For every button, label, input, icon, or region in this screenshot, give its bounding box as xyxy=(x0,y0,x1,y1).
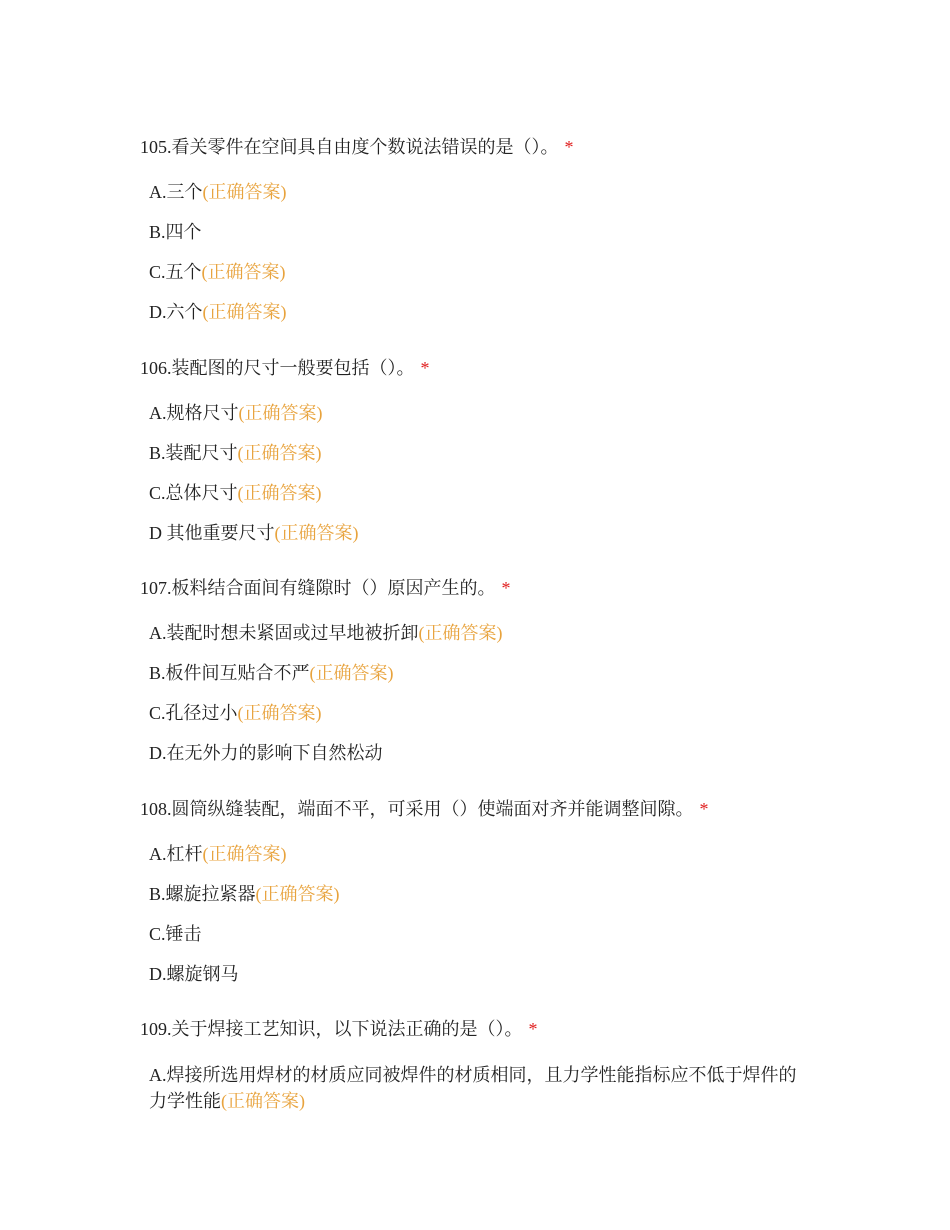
option-list xyxy=(140,621,820,765)
correct-answer-tag: (正确答案) xyxy=(201,262,286,282)
required-mark: * xyxy=(501,578,511,598)
option-item[interactable] xyxy=(149,661,809,685)
question-title xyxy=(140,1017,820,1041)
option-item[interactable] xyxy=(149,180,809,204)
option-text: B.装配尺寸 xyxy=(149,443,238,463)
correct-answer-tag: (正确答案) xyxy=(202,844,287,864)
option-item[interactable] xyxy=(149,481,809,505)
required-mark: * xyxy=(699,799,709,819)
option-text: D.螺旋钢马 xyxy=(149,964,239,984)
option-item[interactable] xyxy=(149,260,809,284)
correct-answer-tag: (正确答案) xyxy=(274,523,359,543)
option-text: D.六个 xyxy=(149,302,203,322)
option-item[interactable] xyxy=(149,401,809,425)
option-text: B.板件间互贴合不严 xyxy=(149,663,310,683)
option-item[interactable] xyxy=(149,1062,809,1114)
option-text: D 其他重要尺寸 xyxy=(149,523,275,543)
option-item[interactable] xyxy=(149,842,809,866)
correct-answer-tag: (正确答案) xyxy=(202,182,287,202)
question-109 xyxy=(140,1017,820,1114)
option-text: D.在无外力的影响下自然松动 xyxy=(149,743,383,763)
question-105 xyxy=(140,135,820,324)
question-text: 108.圆筒纵缝装配，端面不平，可采用（）使端面对齐并能调整间隙。 xyxy=(140,799,694,819)
correct-answer-tag: (正确答案) xyxy=(202,302,287,322)
option-text: A.规格尺寸 xyxy=(149,403,239,423)
option-text: C.总体尺寸 xyxy=(149,483,238,503)
required-mark: * xyxy=(420,358,430,378)
question-title xyxy=(140,135,820,159)
option-text: A.焊接所选用焊材的材质应同被焊件的材质相同，且力学性能指标应不低于焊件的力学性能 xyxy=(149,1065,797,1111)
question-title xyxy=(140,797,820,821)
correct-answer-tag: (正确答案) xyxy=(309,663,394,683)
option-item[interactable] xyxy=(149,882,809,906)
question-108 xyxy=(140,797,820,986)
question-text: 105.看关零件在空间具自由度个数说法错误的是（）。 xyxy=(140,137,559,157)
option-text: A.三个 xyxy=(149,182,203,202)
option-item[interactable] xyxy=(149,220,809,244)
option-text: A.杠杆 xyxy=(149,844,203,864)
option-text: C.锤击 xyxy=(149,924,202,944)
option-text: A.装配时想未紧固或过早地被折卸 xyxy=(149,623,419,643)
option-item[interactable] xyxy=(149,521,809,545)
correct-answer-tag: (正确答案) xyxy=(238,403,323,423)
correct-answer-tag: (正确答案) xyxy=(237,703,322,723)
correct-answer-tag: (正确答案) xyxy=(255,884,340,904)
option-text: C.五个 xyxy=(149,262,202,282)
option-item[interactable] xyxy=(149,962,809,986)
question-title xyxy=(140,356,820,380)
option-list xyxy=(140,401,820,545)
option-item[interactable] xyxy=(149,741,809,765)
option-item[interactable] xyxy=(149,621,809,645)
option-text: B.四个 xyxy=(149,222,202,242)
correct-answer-tag: (正确答案) xyxy=(221,1091,305,1111)
correct-answer-tag: (正确答案) xyxy=(237,483,322,503)
option-item[interactable] xyxy=(149,441,809,465)
question-106 xyxy=(140,356,820,545)
option-item[interactable] xyxy=(149,701,809,725)
question-text: 109.关于焊接工艺知识，以下说法正确的是（）。 xyxy=(140,1019,523,1039)
option-text: C.孔径过小 xyxy=(149,703,238,723)
option-list xyxy=(140,1062,820,1114)
question-title xyxy=(140,576,820,600)
option-list xyxy=(140,842,820,986)
question-text: 106.装配图的尺寸一般要包括（）。 xyxy=(140,358,415,378)
required-mark: * xyxy=(564,137,574,157)
option-list xyxy=(140,180,820,324)
required-mark: * xyxy=(528,1019,538,1039)
correct-answer-tag: (正确答案) xyxy=(237,443,322,463)
option-item[interactable] xyxy=(149,300,809,324)
option-text: B.螺旋拉紧器 xyxy=(149,884,256,904)
option-item[interactable] xyxy=(149,922,809,946)
question-text: 107.板料结合面间有缝隙时（）原因产生的。 xyxy=(140,578,496,598)
correct-answer-tag: (正确答案) xyxy=(418,623,503,643)
question-107 xyxy=(140,576,820,765)
